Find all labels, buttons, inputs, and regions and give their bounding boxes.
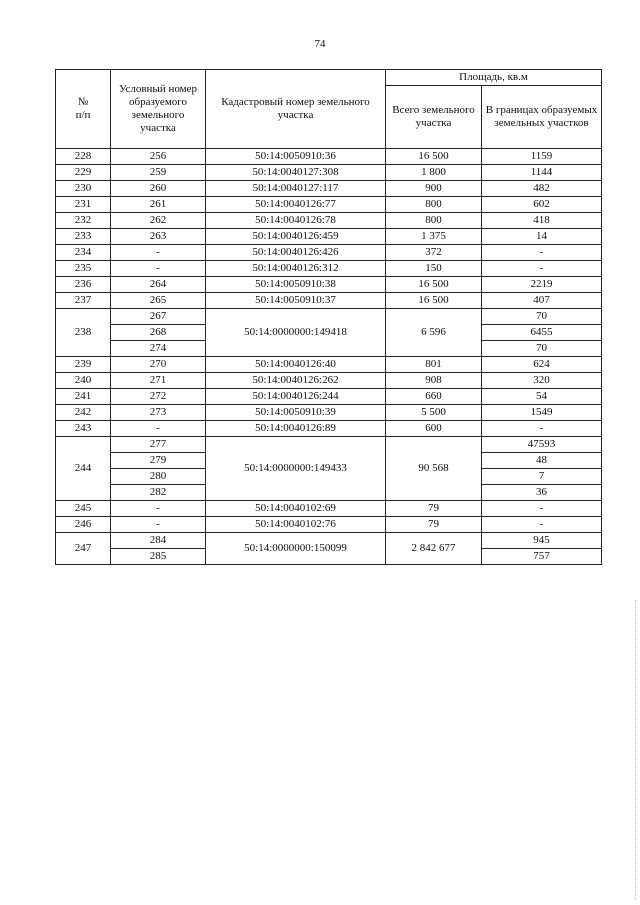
conditional-number: 270 [111, 357, 206, 373]
row-number: 241 [56, 389, 111, 405]
table-row [56, 373, 602, 389]
conditional-number: - [111, 517, 206, 533]
area-total: 1 375 [386, 229, 482, 245]
table-row [56, 389, 602, 405]
header-area-within: В границах образуемых земельных участков [482, 86, 602, 149]
area-within: 6455 [482, 325, 602, 341]
area-total: 150 [386, 261, 482, 277]
row-number: 245 [56, 501, 111, 517]
land-plots-table [55, 69, 602, 565]
table-row [56, 165, 602, 181]
table-row [56, 245, 602, 261]
area-within: 70 [482, 341, 602, 357]
cadastral-number: 50:14:0040127:308 [206, 165, 386, 181]
area-within: 624 [482, 357, 602, 373]
area-within: - [482, 261, 602, 277]
table-row [56, 517, 602, 533]
conditional-number: 268 [111, 325, 206, 341]
area-total: 16 500 [386, 277, 482, 293]
conditional-number: 273 [111, 405, 206, 421]
cadastral-number: 50:14:0040126:40 [206, 357, 386, 373]
area-within: 47593 [482, 437, 602, 453]
area-total: 800 [386, 197, 482, 213]
conditional-number: 260 [111, 181, 206, 197]
row-number: 237 [56, 293, 111, 309]
table-row [56, 293, 602, 309]
area-within: 602 [482, 197, 602, 213]
area-total: 16 500 [386, 293, 482, 309]
area-total: 900 [386, 181, 482, 197]
row-number: 234 [56, 245, 111, 261]
table-row [56, 181, 602, 197]
area-within: 1144 [482, 165, 602, 181]
table-row [56, 357, 602, 373]
area-within: 1159 [482, 149, 602, 165]
cadastral-number: 50:14:0040102:76 [206, 517, 386, 533]
cadastral-number: 50:14:0040126:312 [206, 261, 386, 277]
conditional-number: 285 [111, 549, 206, 565]
header-area: Площадь, кв.м [386, 70, 602, 86]
area-total: 600 [386, 421, 482, 437]
row-number: 231 [56, 197, 111, 213]
table-row [56, 437, 602, 453]
conditional-number: 274 [111, 341, 206, 357]
conditional-number: - [111, 261, 206, 277]
conditional-number: 264 [111, 277, 206, 293]
area-within: 407 [482, 293, 602, 309]
conditional-number: 282 [111, 485, 206, 501]
cadastral-number: 50:14:0040126:244 [206, 389, 386, 405]
area-within: - [482, 421, 602, 437]
table-row [56, 229, 602, 245]
row-number: 240 [56, 373, 111, 389]
cadastral-number: 50:14:0040126:77 [206, 197, 386, 213]
conditional-number: 261 [111, 197, 206, 213]
area-within: - [482, 501, 602, 517]
area-within: 7 [482, 469, 602, 485]
cadastral-number: 50:14:0050910:38 [206, 277, 386, 293]
cadastral-number: 50:14:0040102:69 [206, 501, 386, 517]
cadastral-number: 50:14:0000000:149418 [206, 309, 386, 357]
area-within: - [482, 517, 602, 533]
cadastral-number: 50:14:0050910:36 [206, 149, 386, 165]
cadastral-number: 50:14:0040127:117 [206, 181, 386, 197]
row-number: 243 [56, 421, 111, 437]
area-total: 5 500 [386, 405, 482, 421]
cadastral-number: 50:14:0050910:37 [206, 293, 386, 309]
row-number: 239 [56, 357, 111, 373]
table-row [56, 197, 602, 213]
area-within: 418 [482, 213, 602, 229]
row-number: 233 [56, 229, 111, 245]
table-row [56, 501, 602, 517]
cadastral-number: 50:14:0040126:262 [206, 373, 386, 389]
cadastral-number: 50:14:0050910:39 [206, 405, 386, 421]
conditional-number: 272 [111, 389, 206, 405]
header-area-total: Всего земельного участка [386, 86, 482, 149]
area-within: 54 [482, 389, 602, 405]
header-num: № п/п [56, 70, 111, 149]
area-total: 6 596 [386, 309, 482, 357]
area-within: 945 [482, 533, 602, 549]
area-within: 482 [482, 181, 602, 197]
row-number: 229 [56, 165, 111, 181]
area-total: 79 [386, 517, 482, 533]
conditional-number: 284 [111, 533, 206, 549]
conditional-number: 265 [111, 293, 206, 309]
area-within: 14 [482, 229, 602, 245]
table-row [56, 213, 602, 229]
table-row [56, 309, 602, 325]
table-row [56, 421, 602, 437]
area-total: 800 [386, 213, 482, 229]
conditional-number: 271 [111, 373, 206, 389]
table-row [56, 405, 602, 421]
conditional-number: - [111, 421, 206, 437]
conditional-number: 262 [111, 213, 206, 229]
conditional-number: 256 [111, 149, 206, 165]
area-total: 1 800 [386, 165, 482, 181]
area-within: 320 [482, 373, 602, 389]
scan-edge-mark [634, 600, 636, 900]
row-number: 230 [56, 181, 111, 197]
conditional-number: 259 [111, 165, 206, 181]
row-number: 244 [56, 437, 111, 501]
row-number: 242 [56, 405, 111, 421]
area-total: 2 842 677 [386, 533, 482, 565]
row-number: 228 [56, 149, 111, 165]
row-number: 238 [56, 309, 111, 357]
row-number: 232 [56, 213, 111, 229]
cadastral-number: 50:14:0040126:89 [206, 421, 386, 437]
header-cadastral-number: Кадастровый номер земельного участка [206, 70, 386, 149]
area-within: 1549 [482, 405, 602, 421]
conditional-number: - [111, 245, 206, 261]
area-total: 660 [386, 389, 482, 405]
header-conditional-number: Условный номер образуемого земельного участка [111, 70, 206, 149]
page-number: 74 [314, 38, 326, 50]
area-within: 70 [482, 309, 602, 325]
cadastral-number: 50:14:0040126:78 [206, 213, 386, 229]
row-number: 236 [56, 277, 111, 293]
conditional-number: - [111, 501, 206, 517]
area-total: 908 [386, 373, 482, 389]
cadastral-number: 50:14:0000000:150099 [206, 533, 386, 565]
conditional-number: 279 [111, 453, 206, 469]
row-number: 247 [56, 533, 111, 565]
conditional-number: 263 [111, 229, 206, 245]
row-number: 235 [56, 261, 111, 277]
table-row [56, 277, 602, 293]
cadastral-number: 50:14:0040126:459 [206, 229, 386, 245]
area-total: 79 [386, 501, 482, 517]
table-row [56, 149, 602, 165]
area-total: 16 500 [386, 149, 482, 165]
conditional-number: 280 [111, 469, 206, 485]
area-within: 2219 [482, 277, 602, 293]
table-row [56, 261, 602, 277]
area-within: 48 [482, 453, 602, 469]
cadastral-number: 50:14:0000000:149433 [206, 437, 386, 501]
area-within: 36 [482, 485, 602, 501]
conditional-number: 267 [111, 309, 206, 325]
area-total: 801 [386, 357, 482, 373]
cadastral-number: 50:14:0040126:426 [206, 245, 386, 261]
table-row [56, 533, 602, 549]
area-total: 372 [386, 245, 482, 261]
area-total: 90 568 [386, 437, 482, 501]
conditional-number: 277 [111, 437, 206, 453]
row-number: 246 [56, 517, 111, 533]
area-within: 757 [482, 549, 602, 565]
area-within: - [482, 245, 602, 261]
